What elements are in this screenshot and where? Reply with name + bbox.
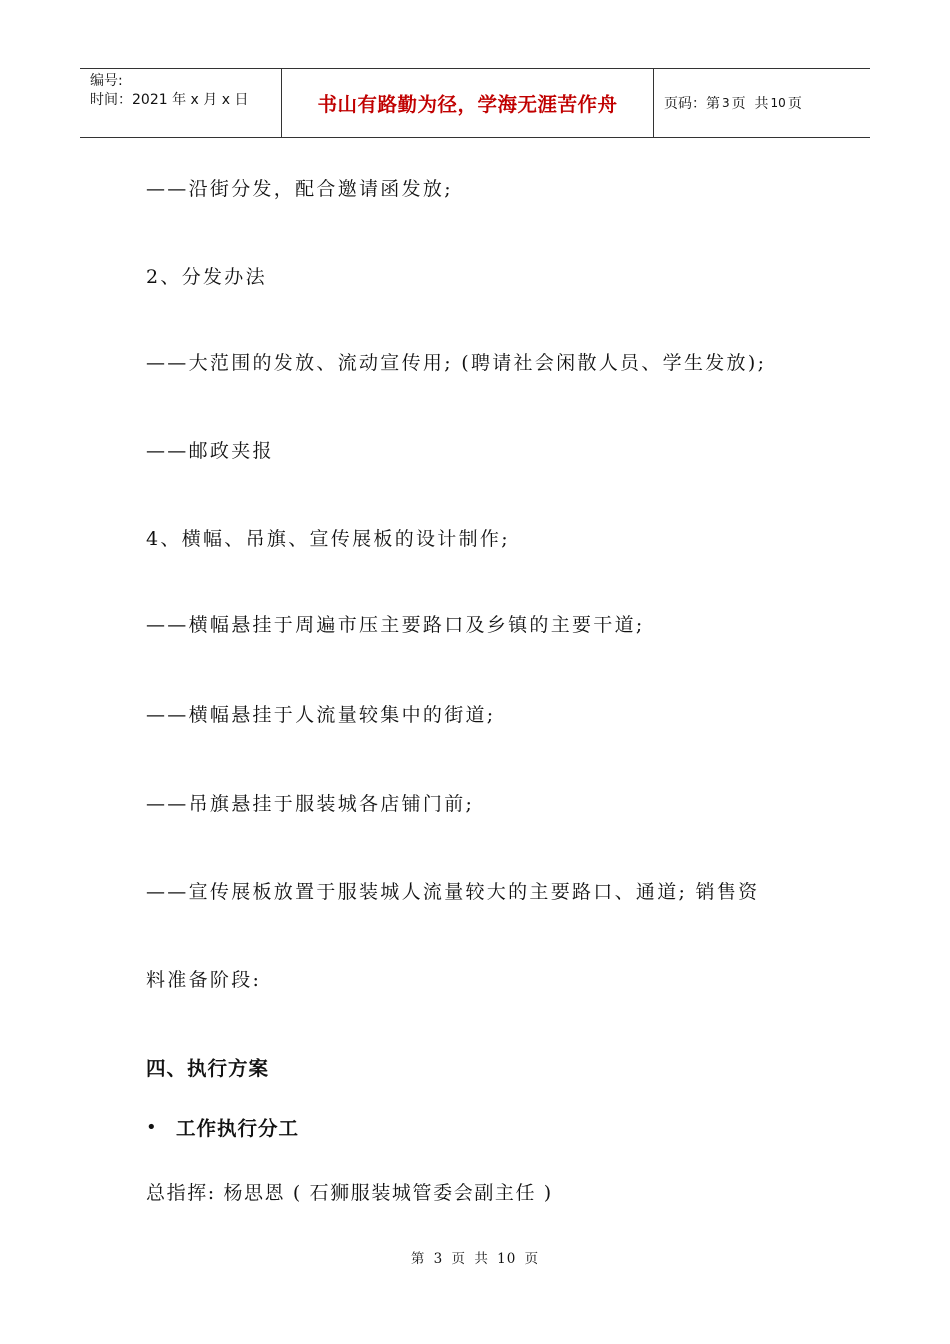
body-last-line: 总指挥: 杨思恩 ( 石狮服装城管委会副主任 ) — [146, 1182, 553, 1204]
body-line-6: ——横幅悬挂于周遍市压主要路口及乡镇的主要干道; — [146, 614, 645, 636]
body-line-10: 料准备阶段: — [146, 969, 262, 991]
body-line-2: 2、分发办法 — [146, 266, 267, 288]
body-line-3: ——大范围的发放、流动宣传用; (聘请社会闲散人员、学生发放); — [146, 352, 767, 374]
body-line-4: ——邮政夹报 — [146, 440, 274, 462]
page-total: 10 — [770, 96, 786, 110]
page-footer: 第 3 页 共 10 页 — [410, 1251, 540, 1267]
bullet-icon: • — [146, 1116, 157, 1138]
body-line-7: ——横幅悬挂于人流量较集中的街道; — [146, 704, 496, 726]
page-current: 3 — [722, 96, 730, 110]
body-line-9: ——宣传展板放置于服装城人流量较大的主要路口、通道; 销售资 — [146, 881, 760, 903]
header-page-info — [654, 69, 870, 137]
page-suffix: 页 — [787, 96, 802, 112]
document-header — [80, 68, 870, 138]
number-label: 编号: — [90, 73, 123, 89]
header-motto: 书山有路勤为径，学海无涯苦作舟 — [282, 69, 654, 137]
bullet-item — [146, 1113, 299, 1141]
date-label: 时间： — [90, 92, 132, 108]
body-line-1: ——沿街分发，配合邀请函发放; — [146, 178, 453, 200]
body-line-5: 4、横幅、吊旗、宣传展板的设计制作; — [146, 528, 510, 550]
body-line-8: ——吊旗悬挂于服装城各店铺门前; — [146, 793, 475, 815]
page-label: 页码：第 — [664, 96, 720, 112]
date-line — [90, 91, 281, 110]
page-mid: 页 共 — [731, 96, 769, 112]
section-heading: 四、执行方案 — [146, 1057, 270, 1080]
date-value: 2021 年 x 月 x 日 — [132, 92, 249, 108]
header-meta-cell — [80, 69, 282, 137]
bullet-text: 工作执行分工 — [176, 1117, 300, 1140]
